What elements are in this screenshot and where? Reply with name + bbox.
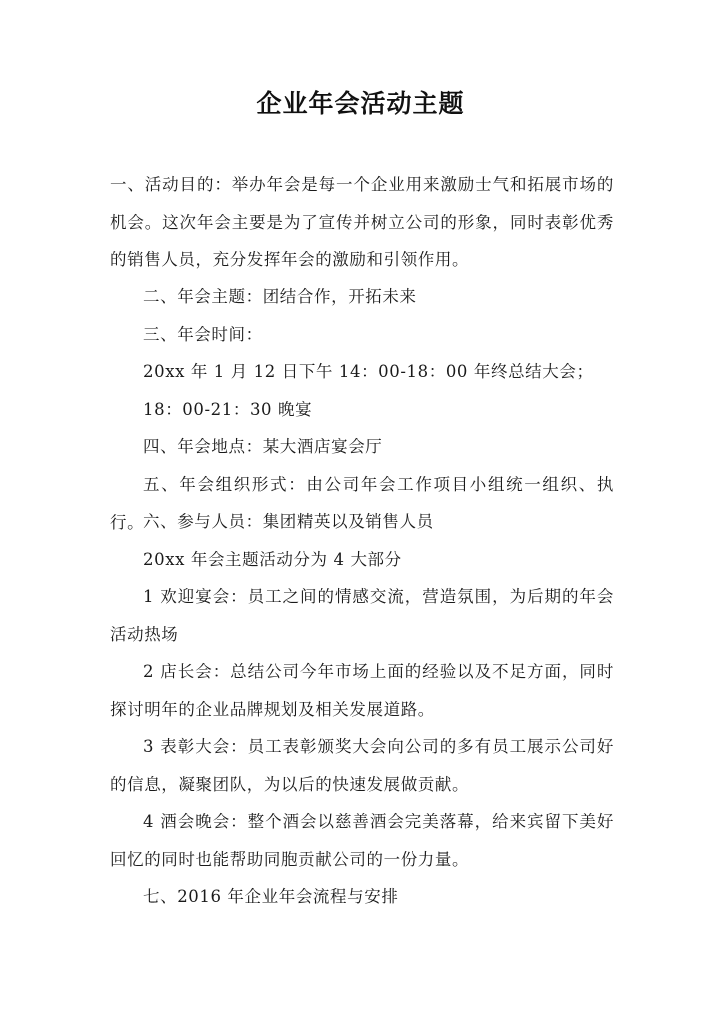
paragraph-time-summary: 20xx 年 1 月 12 日下午 14：00-18：00 年终总结大会； [143,362,594,381]
paragraph-theme: 二、年会主题：团结合作，开拓未来 [143,287,417,306]
paragraph-location: 四、年会地点：某大酒店宴会厅 [143,437,383,456]
paragraph-participants: 六、参与人员：集团精英以及销售人员 [143,512,434,531]
paragraph-parts-intro: 20xx 年会主题活动分为 4 大部分 [143,550,402,569]
paragraph-time-heading: 三、年会时间： [143,325,263,344]
paragraph-organization: 五、年会组织形式：由公司年会工作项目小组统一组织、执行。 [110,475,614,532]
paragraph-time-dinner: 18：00-21：30 晚宴 [143,400,313,419]
paragraph-part-3: 3 表彰大会：员工表彰颁奖大会向公司的多有员工展示公司好的信息，凝聚团队，为以后的快速发展做贡献。 [110,737,614,794]
paragraph-purpose: 一、活动目的：举办年会是每一个企业用来激励士气和拓展市场的机会。这次年会主要是为了宣传并树立公司的形象，同时表彰优秀的销售人员，充分发挥年会的激励和引领作用。 [110,175,614,269]
paragraph-part-2: 2 店长会：总结公司今年市场上面的经验以及不足方面，同时探讨明年的企业品牌规划及相关发展道路。 [110,662,614,719]
paragraph-part-1: 1 欢迎宴会：员工之间的情感交流，营造氛围，为后期的年会活动热场 [110,587,614,644]
paragraph-schedule-heading: 七、2016 年企业年会流程与安排 [143,887,399,906]
paragraph-part-4: 4 酒会晚会：整个酒会以慈善酒会完美落幕，给来宾留下美好回忆的同时也能帮助同胞贡献公司的一份力量。 [110,812,614,869]
document-title: 企业年会活动主题 [256,89,465,118]
